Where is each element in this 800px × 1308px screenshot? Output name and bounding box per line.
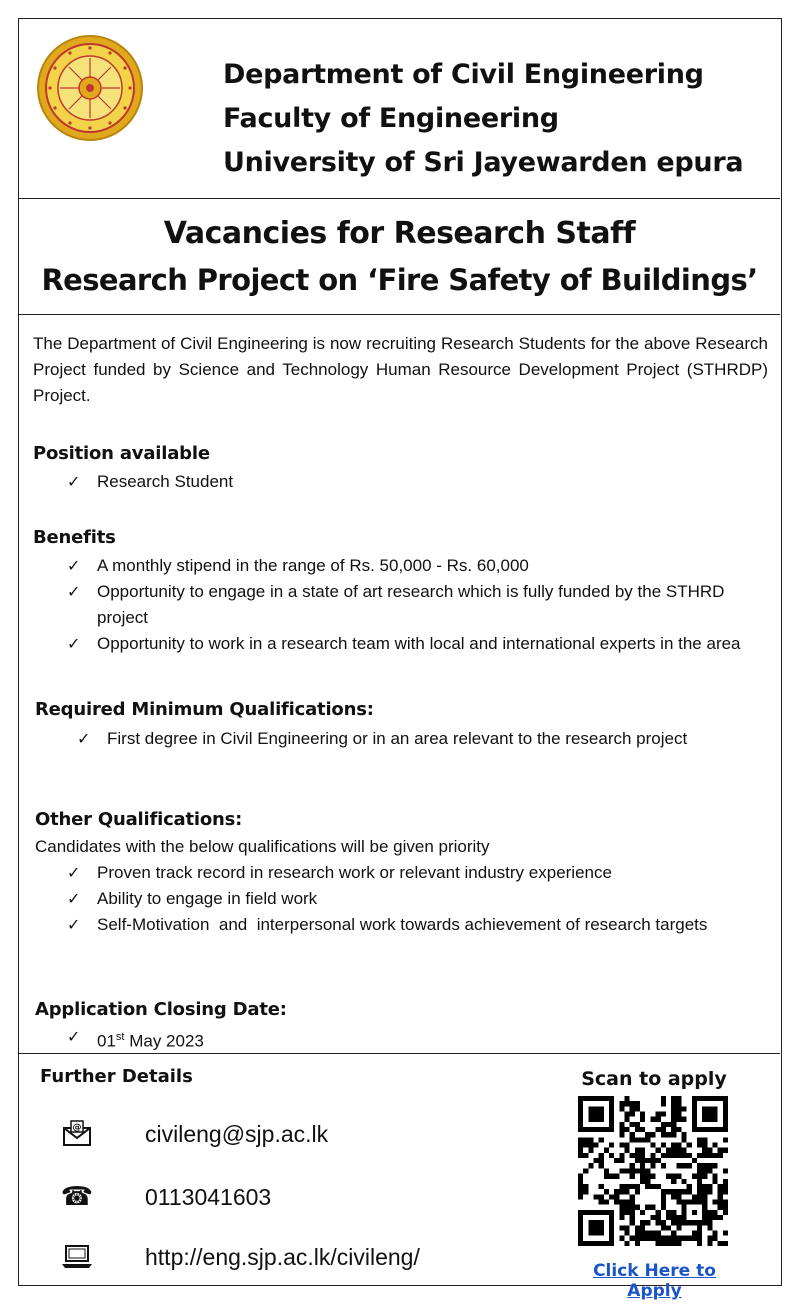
telephone-icon: ☎ xyxy=(60,1182,94,1212)
website-url[interactable]: http://eng.sjp.ac.lk/civileng/ xyxy=(145,1243,420,1270)
checkmark-icon: ✓ xyxy=(67,472,81,491)
svg-text:@: @ xyxy=(72,1123,82,1133)
project-title: Research Project on ‘Fire Safety of Buildings’ xyxy=(41,263,758,297)
phone-number[interactable]: 0113041603 xyxy=(145,1183,272,1210)
closing-date-list xyxy=(67,1024,467,1055)
benefits-list xyxy=(67,553,769,657)
checkmark-icon: ✓ xyxy=(67,1027,81,1046)
checkmark-icon: ✓ xyxy=(67,889,81,908)
header xyxy=(19,19,780,199)
benefits-heading: Benefits xyxy=(33,527,116,548)
list-item: ✓ Opportunity to engage in a state of art research which is fully funded by the STHRD project xyxy=(67,579,769,631)
qr-code[interactable] xyxy=(577,1096,729,1246)
department-heading xyxy=(223,53,743,185)
checkmark-icon: ✓ xyxy=(67,915,81,934)
vacancy-title: Vacancies for Research Staff xyxy=(163,216,636,251)
checkmark-icon: ✓ xyxy=(67,634,81,653)
position-heading: Position available xyxy=(33,443,210,464)
list-item: ✓ Ability to engage in field work xyxy=(67,886,769,912)
list-item: ✓ Self-Motivation and interpersonal work towards achievement of research targets xyxy=(67,912,769,938)
university-logo xyxy=(36,34,144,142)
notice-frame xyxy=(18,18,782,1301)
list-item: ✓ First degree in Civil Engineering or in an area relevant to the research project xyxy=(77,726,737,752)
further-details-heading: Further Details xyxy=(40,1066,193,1087)
closing-date-heading: Application Closing Date: xyxy=(35,999,287,1020)
list-item: ✓ Proven track record in research work or relevant industry experience xyxy=(67,860,769,886)
checkmark-icon: ✓ xyxy=(77,729,91,748)
scan-to-apply-label: Scan to apply xyxy=(581,1068,727,1090)
footer xyxy=(19,1053,780,1301)
email-row xyxy=(59,1114,329,1154)
closing-date: ✓ 01st May 2023 xyxy=(67,1024,467,1055)
university-name: University of Sri Jayewarden epura xyxy=(223,147,744,178)
list-item: ✓ Opportunity to work in a research team with local and international experts in the area xyxy=(67,631,769,657)
apply-link[interactable]: Click Here to Apply xyxy=(593,1261,716,1301)
email-address[interactable]: civileng@sjp.ac.lk xyxy=(145,1120,329,1147)
website-row xyxy=(59,1237,420,1277)
min-qualifications-list xyxy=(77,726,737,752)
phone-row xyxy=(59,1177,272,1217)
faculty-name: Faculty of Engineering xyxy=(223,103,559,134)
position-list xyxy=(67,469,767,495)
checkmark-icon: ✓ xyxy=(67,863,81,882)
other-qualifications-intro: Candidates with the below qualifications will be given priority xyxy=(35,837,490,856)
laptop-icon xyxy=(59,1241,95,1273)
checkmark-icon: ✓ xyxy=(67,582,81,601)
department-name: Department of Civil Engineering xyxy=(223,59,704,90)
min-qualifications-heading: Required Minimum Qualifications: xyxy=(35,699,374,720)
checkmark-icon: ✓ xyxy=(67,556,81,575)
intro-paragraph: The Department of Civil Engineering is now recruiting Research Students for the above Research Project funded by Science and Technology Human Resource Development Project (STHRDP) Project. xyxy=(33,334,768,405)
list-item: ✓ Research Student xyxy=(67,469,767,495)
other-qualifications-list xyxy=(67,860,769,938)
envelope-icon xyxy=(59,1118,95,1150)
title-block xyxy=(19,199,780,315)
other-qualifications-heading: Other Qualifications: xyxy=(35,809,243,830)
list-item: ✓ A monthly stipend in the range of Rs. 50,000 - Rs. 60,000 xyxy=(67,553,769,579)
